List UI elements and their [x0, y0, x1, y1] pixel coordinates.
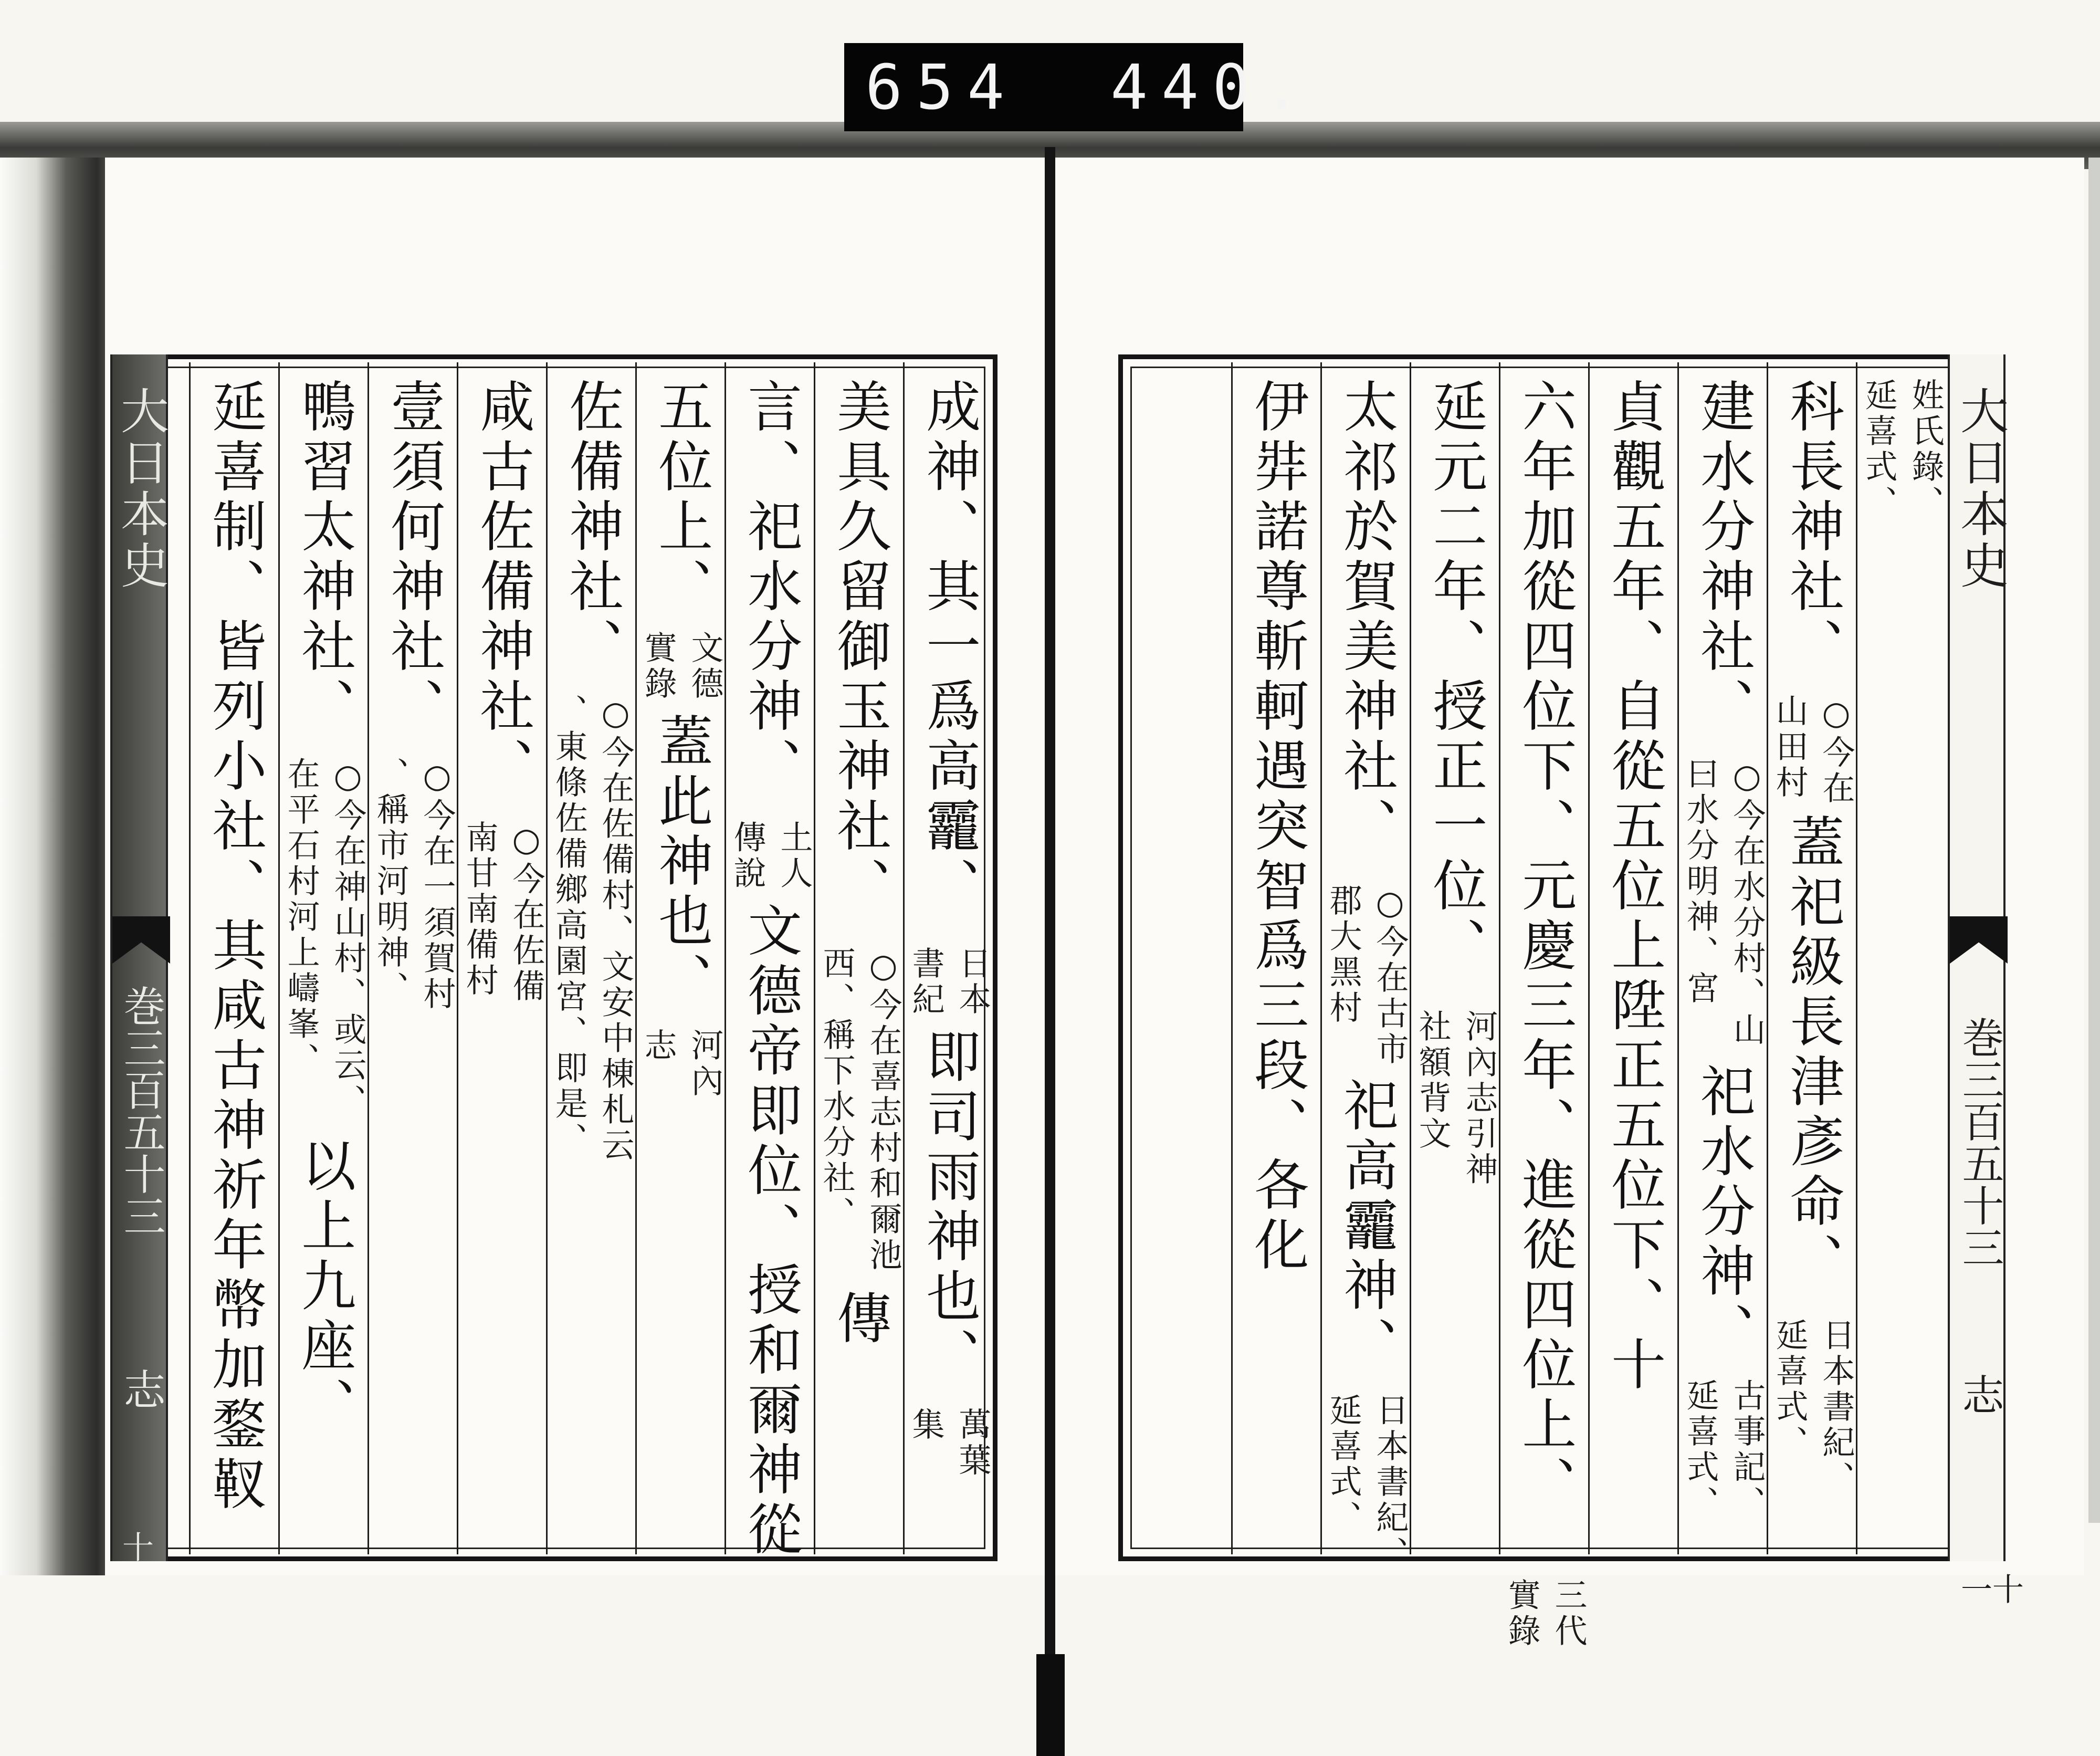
text-column [1856, 362, 1945, 1554]
book-spine [1045, 147, 1055, 1756]
left-header-title: 大日本史 [113, 386, 169, 592]
note-text: 延喜式、 [1770, 1318, 1809, 1461]
text-column [1320, 362, 1410, 1572]
note-text: 延喜式、 [1860, 378, 1898, 521]
book-spine-foot [1036, 1654, 1065, 1756]
text-column [903, 362, 992, 1554]
right-header-title: 大日本史 [1952, 386, 2009, 592]
note-text: 傳說 [728, 820, 767, 892]
text-column [1410, 362, 1499, 1554]
note-text: 日本書紀、 [1371, 1393, 1409, 1572]
right-header-volume: 巻三百五十三 [1955, 1016, 2004, 1268]
note-text: 古事記、 [1728, 1378, 1766, 1522]
main-text: 延元二年、授正一位、 [1423, 378, 1488, 977]
main-text: 科長神社、 [1780, 378, 1845, 677]
note-text: ○今在佐備村、文安中棟札云 [596, 694, 635, 1164]
text-column [1588, 362, 1677, 1554]
text-column [724, 362, 814, 1561]
note-text: 日本書紀、 [1817, 1318, 1855, 1497]
left-header-page-number: 十 [117, 1531, 154, 1562]
left-header-volume: 巻三百五十三 [117, 985, 165, 1237]
note-text: 三代 [1549, 1577, 1588, 1649]
main-text: 祀水分神、 [1691, 1063, 1756, 1363]
note-text: 文德 [686, 630, 724, 702]
note-text: 實錄 [639, 630, 678, 702]
note-text: 延喜式、 [1681, 1378, 1720, 1522]
main-text: 美具久留御玉神社、 [827, 378, 892, 917]
right-page-header [1948, 354, 2024, 1604]
main-text: 伊弉諾尊斬軻遇突智爲三段、各化 [1245, 378, 1309, 1276]
scan-left-edge [0, 158, 121, 1575]
note-text: 南甘南備村 [460, 820, 499, 999]
note-text: 河內志引神 [1460, 1009, 1498, 1188]
main-text: 太祁於賀美神社、 [1334, 378, 1399, 857]
main-text: 咸古佐備神社、 [470, 378, 535, 797]
call-number-plate [844, 43, 1315, 131]
text-column [814, 362, 903, 1554]
text-column [457, 362, 546, 1554]
text-column [189, 362, 278, 1554]
note-text: ○今在一須賀村 [418, 757, 456, 1013]
text-column [1231, 362, 1320, 1554]
fishtail-mark [112, 916, 170, 964]
note-text: 曰水分明神、宮 [1681, 757, 1720, 1007]
note-text: 集 [907, 1407, 946, 1443]
text-column [1677, 362, 1767, 1554]
main-text: 文德帝即位、授和爾神從 [738, 902, 803, 1561]
call-number-left: 654 [865, 51, 1018, 123]
note-text: 土人 [775, 820, 813, 892]
note-text: 西、稱下水分社、 [817, 946, 856, 1232]
main-text: 貞觀五年、自從五位上陞正五位下、十 [1602, 378, 1666, 1396]
text-column [546, 362, 635, 1554]
main-text: 成神、其一爲高龗、 [917, 378, 981, 917]
note-text: ○今在神山村、或云、 [329, 757, 367, 1120]
main-text: 壹須何神社、 [381, 378, 446, 737]
note-text: ○今在 [1817, 694, 1855, 807]
text-column [635, 362, 724, 1554]
main-text: 即司雨神也、 [917, 1028, 981, 1388]
right-header-section: 志 [1955, 1373, 2004, 1415]
main-text: 六年加從四位下、元慶三年、進從四位上、 [1513, 378, 1577, 1515]
scan-right-edge [2088, 158, 2100, 1523]
note-text: 、稱市河明神、 [371, 757, 410, 1007]
note-text: 實錄 [1503, 1577, 1541, 1649]
note-text: 延喜式、 [1324, 1393, 1363, 1536]
note-text: 在平石村河上嶹峯、 [282, 757, 321, 1079]
note-text: 河內 [686, 1028, 724, 1100]
note-text: ○今在水分村、山 [1728, 757, 1766, 1049]
main-text: 鴨習太神社、 [292, 378, 356, 737]
note-text: 姓氏錄、 [1906, 378, 1945, 521]
note-text: ○今在古市 [1371, 883, 1409, 1068]
note-text: 萬葉 [953, 1407, 992, 1479]
note-text: 日本 [953, 946, 992, 1018]
main-text: 佐備神社、 [560, 378, 624, 677]
text-column [1767, 362, 1856, 1554]
text-column [278, 362, 368, 1554]
right-header-page-number: 十一 [1956, 1573, 2024, 1604]
main-text: 蓋此神也、 [649, 713, 713, 1012]
note-text: 郡大黑村 [1324, 883, 1363, 1026]
note-text: ○今在佐備 [507, 820, 545, 1005]
note-text: 志 [639, 1028, 678, 1064]
note-text: 山田村 [1770, 694, 1809, 801]
main-text: 五位上、 [649, 378, 713, 618]
note-text: 、東條佐備鄉高園宮、即是、 [550, 694, 589, 1158]
call-number-right: 440. [1110, 51, 1315, 123]
text-column [368, 362, 457, 1554]
note-text: 社額背文 [1413, 1009, 1452, 1153]
left-header-section: 志 [117, 1368, 165, 1410]
main-text: 建水分神社、 [1691, 378, 1756, 737]
left-page-header [110, 354, 168, 1561]
main-text: 延喜制、皆列小社、其咸古神祈年幣加鍪靫 [203, 378, 267, 1515]
main-text: 言、祀水分神、 [738, 378, 803, 797]
note-text: 書紀 [907, 946, 946, 1018]
main-text: 祀高龗神、 [1334, 1077, 1399, 1377]
main-text: 傳 [827, 1290, 892, 1350]
text-column [1499, 362, 1588, 1649]
main-text: 以上九座、 [292, 1137, 356, 1437]
main-text: 蓋祀級長津彥命、 [1780, 813, 1845, 1292]
note-text: ○今在喜志村和爾池 [864, 946, 902, 1274]
fishtail-mark [1950, 916, 2008, 964]
